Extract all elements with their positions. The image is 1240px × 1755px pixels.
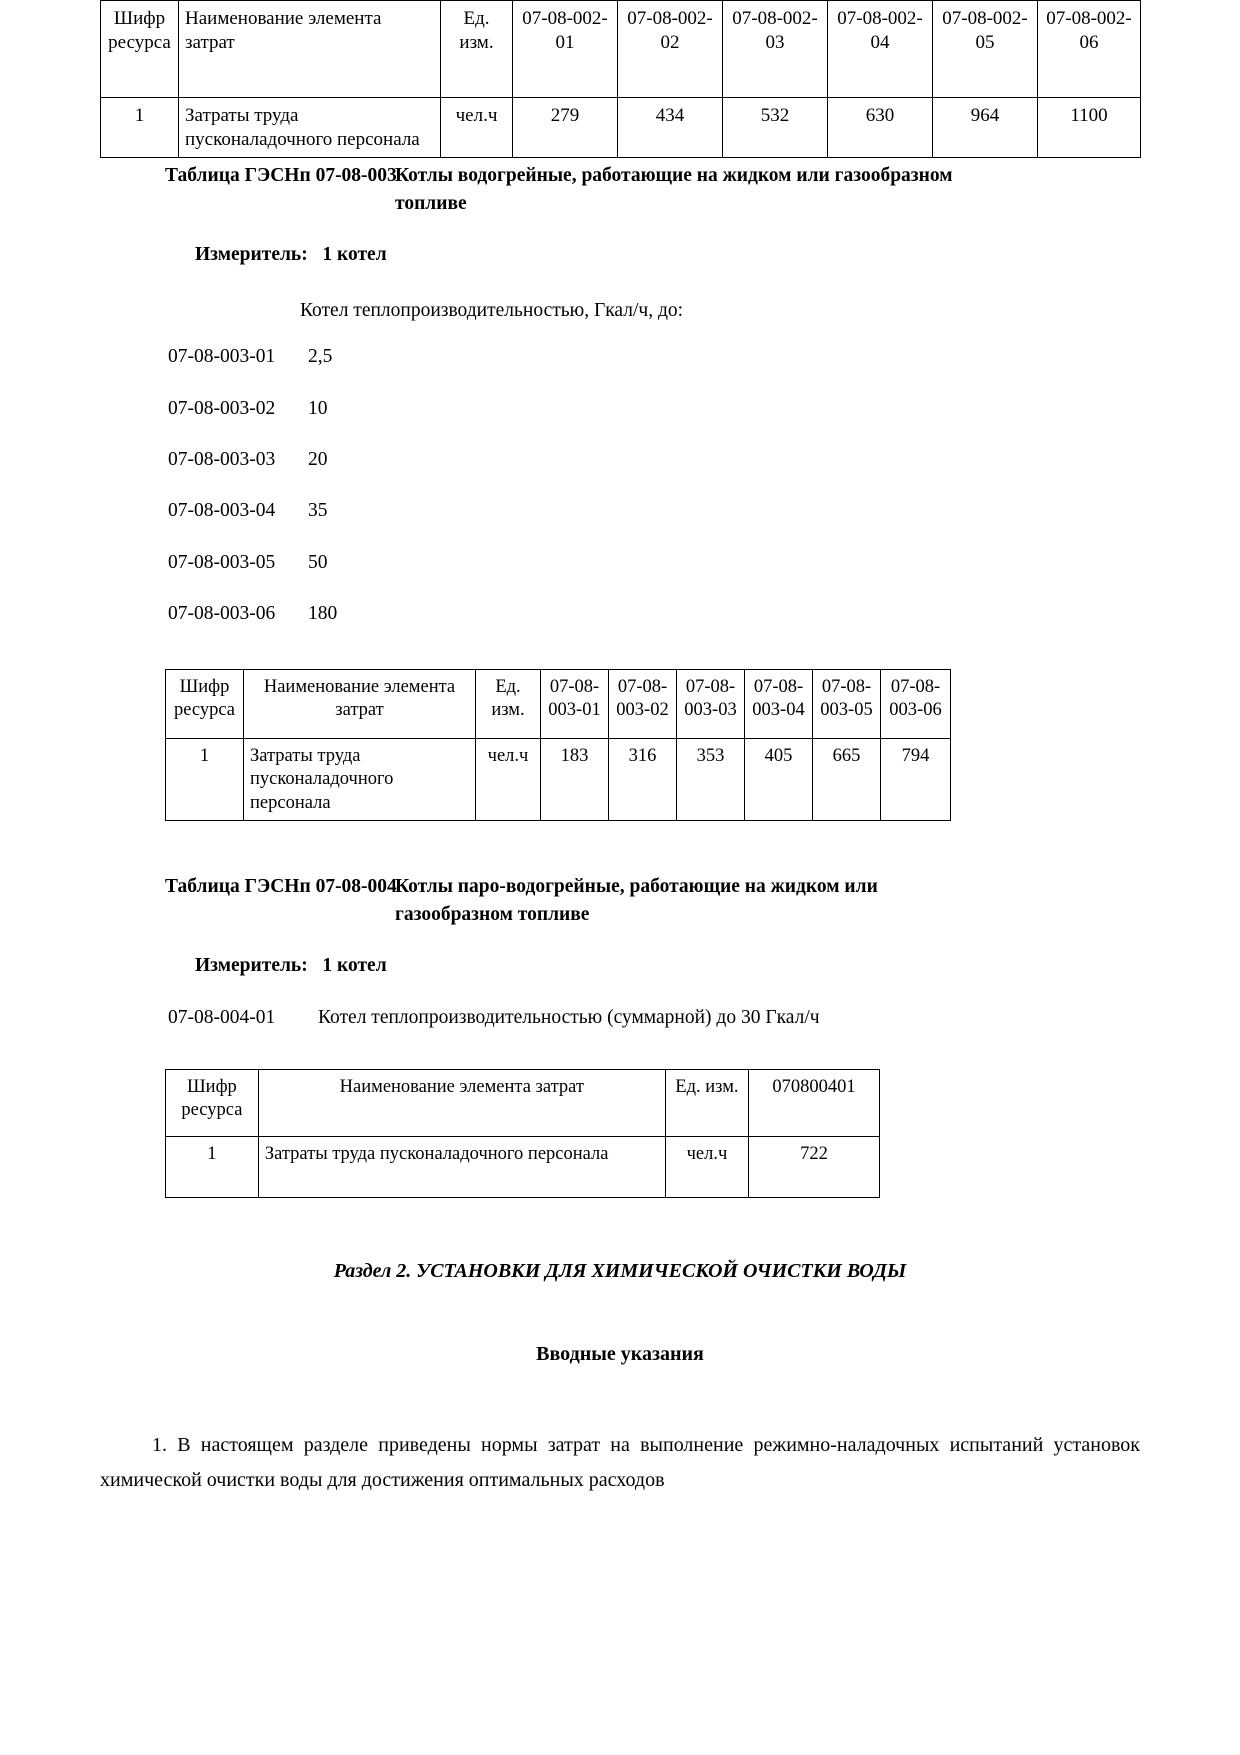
measure-line-003 bbox=[100, 244, 1140, 266]
resource-table-002 bbox=[100, 0, 1141, 158]
list-item bbox=[100, 346, 1140, 367]
header-col-code-1: 07-08-002-01 bbox=[513, 1, 618, 98]
cell-cost-element-name: Затраты труда пусконаладочного персонала bbox=[258, 1136, 665, 1197]
header-resource-code: Шифр ресурса bbox=[101, 1, 179, 98]
header-unit: Ед. изм. bbox=[441, 1, 513, 98]
list-item-value: 50 bbox=[308, 551, 328, 573]
header-col-code-5: 07-08-003-05 bbox=[813, 669, 881, 738]
list-item-004 bbox=[100, 1007, 1140, 1028]
subsection-title: Вводные указания bbox=[536, 1342, 704, 1365]
measure-value: 1 котел bbox=[322, 955, 387, 977]
list-item-value: 10 bbox=[308, 397, 328, 419]
list-item-code: 07-08-003-05 bbox=[168, 551, 276, 573]
resource-table-003 bbox=[165, 669, 951, 821]
cell-resource-code: 1 bbox=[101, 98, 179, 158]
table-header-row bbox=[166, 1069, 880, 1136]
header-col-code-5: 07-08-002-05 bbox=[933, 1, 1038, 98]
list-item-value: 180 bbox=[308, 603, 338, 625]
cell-value-5: 964 bbox=[933, 98, 1038, 158]
table-caption-003 bbox=[100, 162, 1140, 219]
caption-code-003: Таблица ГЭСНп 07-08-003 bbox=[165, 164, 397, 186]
table-row bbox=[101, 98, 1141, 158]
cell-value-1: 279 bbox=[513, 98, 618, 158]
list-item bbox=[100, 552, 1140, 573]
header-unit: Ед. изм. bbox=[476, 669, 541, 738]
cell-value-6: 1100 bbox=[1038, 98, 1141, 158]
header-unit: Ед. изм. bbox=[665, 1069, 748, 1136]
code-list-003 bbox=[100, 346, 1140, 625]
cell-value-3: 532 bbox=[723, 98, 828, 158]
cell-value-4: 405 bbox=[745, 738, 813, 820]
list-item bbox=[100, 603, 1140, 624]
cell-value-5: 665 bbox=[813, 738, 881, 820]
section-title: Раздел 2. УСТАНОВКИ ДЛЯ ХИМИЧЕСКОЙ ОЧИСТКИ ВОДЫ bbox=[333, 1259, 907, 1282]
table-header-row bbox=[101, 1, 1141, 98]
header-col-code-2: 07-08-002-02 bbox=[618, 1, 723, 98]
cell-value-6: 794 bbox=[881, 738, 951, 820]
list-item-code: 07-08-003-02 bbox=[168, 397, 276, 419]
cell-value-1: 183 bbox=[541, 738, 609, 820]
table-header-row bbox=[166, 669, 951, 738]
header-col-code-3: 07-08-003-03 bbox=[677, 669, 745, 738]
list-header-003: Котел теплопроизводительностью, Гкал/ч, до: bbox=[300, 300, 684, 322]
header-col-code-4: 07-08-002-04 bbox=[828, 1, 933, 98]
cell-value-2: 316 bbox=[609, 738, 677, 820]
resource-table-004 bbox=[165, 1069, 880, 1198]
measure-value: 1 котел bbox=[322, 244, 387, 266]
resource-table-003-wrapper bbox=[100, 669, 1140, 821]
list-item-code: 07-08-003-04 bbox=[168, 500, 276, 522]
header-col-code-2: 07-08-003-02 bbox=[609, 669, 677, 738]
header-cost-element-name: Наименование элемента затрат bbox=[179, 1, 441, 98]
measure-label: Измеритель: bbox=[195, 955, 308, 977]
header-cost-element-name: Наименование элемента затрат bbox=[258, 1069, 665, 1136]
table-row bbox=[166, 738, 951, 820]
caption-title-003: Котлы водогрейные, работающие на жидком или газообразном топливе bbox=[395, 164, 953, 214]
caption-code-004: Таблица ГЭСНп 07-08-004 bbox=[165, 875, 397, 897]
header-resource-code: Шифр ресурса bbox=[166, 1069, 259, 1136]
header-col-code-6: 07-08-002-06 bbox=[1038, 1, 1141, 98]
list-item bbox=[100, 449, 1140, 470]
header-col-code-1: 070800401 bbox=[749, 1069, 880, 1136]
cell-unit: чел.ч bbox=[476, 738, 541, 820]
header-col-code-1: 07-08-003-01 bbox=[541, 669, 609, 738]
header-cost-element-name: Наименование элемента затрат bbox=[244, 669, 476, 738]
table-caption-004 bbox=[100, 873, 1140, 930]
list-item-value: 20 bbox=[308, 449, 328, 471]
measure-line-004 bbox=[100, 955, 1140, 977]
cell-cost-element-name: Затраты труда пусконаладочного персонала bbox=[179, 98, 441, 158]
resource-table-004-wrapper bbox=[100, 1069, 1140, 1198]
list-item-code: 07-08-003-06 bbox=[168, 603, 276, 625]
list-item-value: 2,5 bbox=[308, 346, 333, 368]
cell-value-3: 353 bbox=[677, 738, 745, 820]
header-col-code-6: 07-08-003-06 bbox=[881, 669, 951, 738]
cell-unit: чел.ч bbox=[441, 98, 513, 158]
header-col-code-3: 07-08-002-03 bbox=[723, 1, 828, 98]
list-item bbox=[100, 500, 1140, 521]
cell-value-2: 434 bbox=[618, 98, 723, 158]
list-item bbox=[100, 398, 1140, 419]
cell-unit: чел.ч bbox=[665, 1136, 748, 1197]
list-item-value: 35 bbox=[308, 500, 328, 522]
body-paragraph: 1. В настоящем разделе приведены нормы затрат на выполнение режимно-наладочных испытаний установок химической очистки воды для достижения оптимальных расходов bbox=[100, 1433, 1140, 1491]
cell-value-1: 722 bbox=[749, 1136, 880, 1197]
header-col-code-4: 07-08-003-04 bbox=[745, 669, 813, 738]
list-item-code: 07-08-003-03 bbox=[168, 449, 276, 471]
cell-value-4: 630 bbox=[828, 98, 933, 158]
cell-resource-code: 1 bbox=[166, 1136, 259, 1197]
list-item-code: 07-08-003-01 bbox=[168, 346, 276, 368]
cell-cost-element-name: Затраты труда пусконаладочного персонала bbox=[244, 738, 476, 820]
caption-title-004: Котлы паро-водогрейные, работающие на жидком или газообразном топливе bbox=[395, 875, 878, 926]
table-row bbox=[166, 1136, 880, 1197]
list-item-text: Котел теплопроизводительностью (суммарной) до 30 Гкал/ч bbox=[318, 1007, 820, 1029]
list-item-code: 07-08-004-01 bbox=[168, 1007, 276, 1029]
header-resource-code: Шифр ресурса bbox=[166, 669, 244, 738]
measure-label: Измеритель: bbox=[195, 244, 308, 266]
cell-resource-code: 1 bbox=[166, 738, 244, 820]
